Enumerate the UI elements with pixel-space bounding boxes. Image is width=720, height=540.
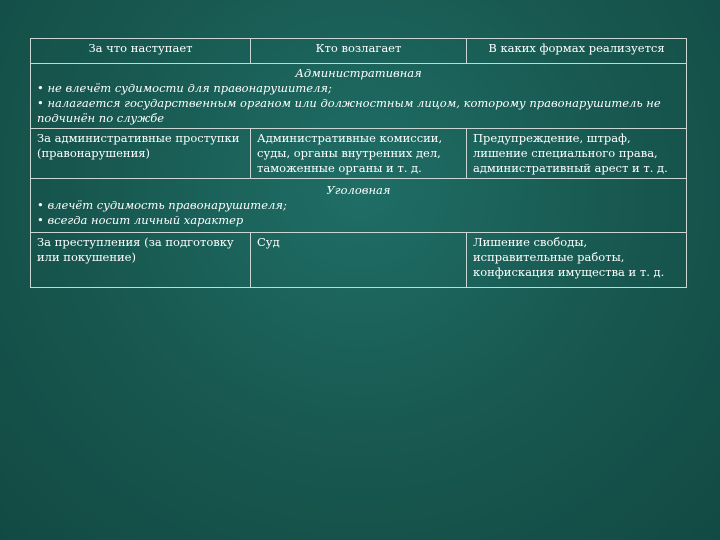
administrative-what: За административные проступки (правонарушения) [31, 129, 251, 179]
administrative-section [31, 64, 687, 129]
header-who: Кто возлагает [251, 39, 467, 64]
administrative-title: Административная [295, 66, 422, 80]
criminal-section [31, 179, 687, 233]
header-what: За что наступает [31, 39, 251, 64]
criminal-title: Уголовная [326, 183, 391, 197]
administrative-notes-cell [31, 64, 687, 129]
administrative-note-1: • не влечёт судимости для правонарушителя; [37, 81, 332, 95]
criminal-who: Суд [251, 233, 467, 288]
responsibility-table [30, 38, 687, 288]
administrative-note-2: • налагается государственным органом или должностным лицом, которому правонарушитель не подчинён по службе [37, 96, 661, 125]
criminal-forms: Лишение свободы, исправительные работы, конфискация имущества и т. д. [467, 233, 687, 288]
header-forms: В каких формах реализуется [467, 39, 687, 64]
administrative-who: Административные комиссии, суды, органы внутренних дел, таможенные органы и т. д. [251, 129, 467, 179]
criminal-row [31, 233, 687, 288]
table-header-row [31, 39, 687, 64]
administrative-row [31, 129, 687, 179]
administrative-forms: Предупреждение, штраф, лишение специального права, административный арест и т. д. [467, 129, 687, 179]
criminal-notes-cell [31, 179, 687, 233]
criminal-note-2: • всегда носит личный характер [37, 213, 244, 227]
criminal-what: За преступления (за подготовку или покушение) [31, 233, 251, 288]
criminal-note-1: • влечёт судимость правонарушителя; [37, 198, 287, 212]
